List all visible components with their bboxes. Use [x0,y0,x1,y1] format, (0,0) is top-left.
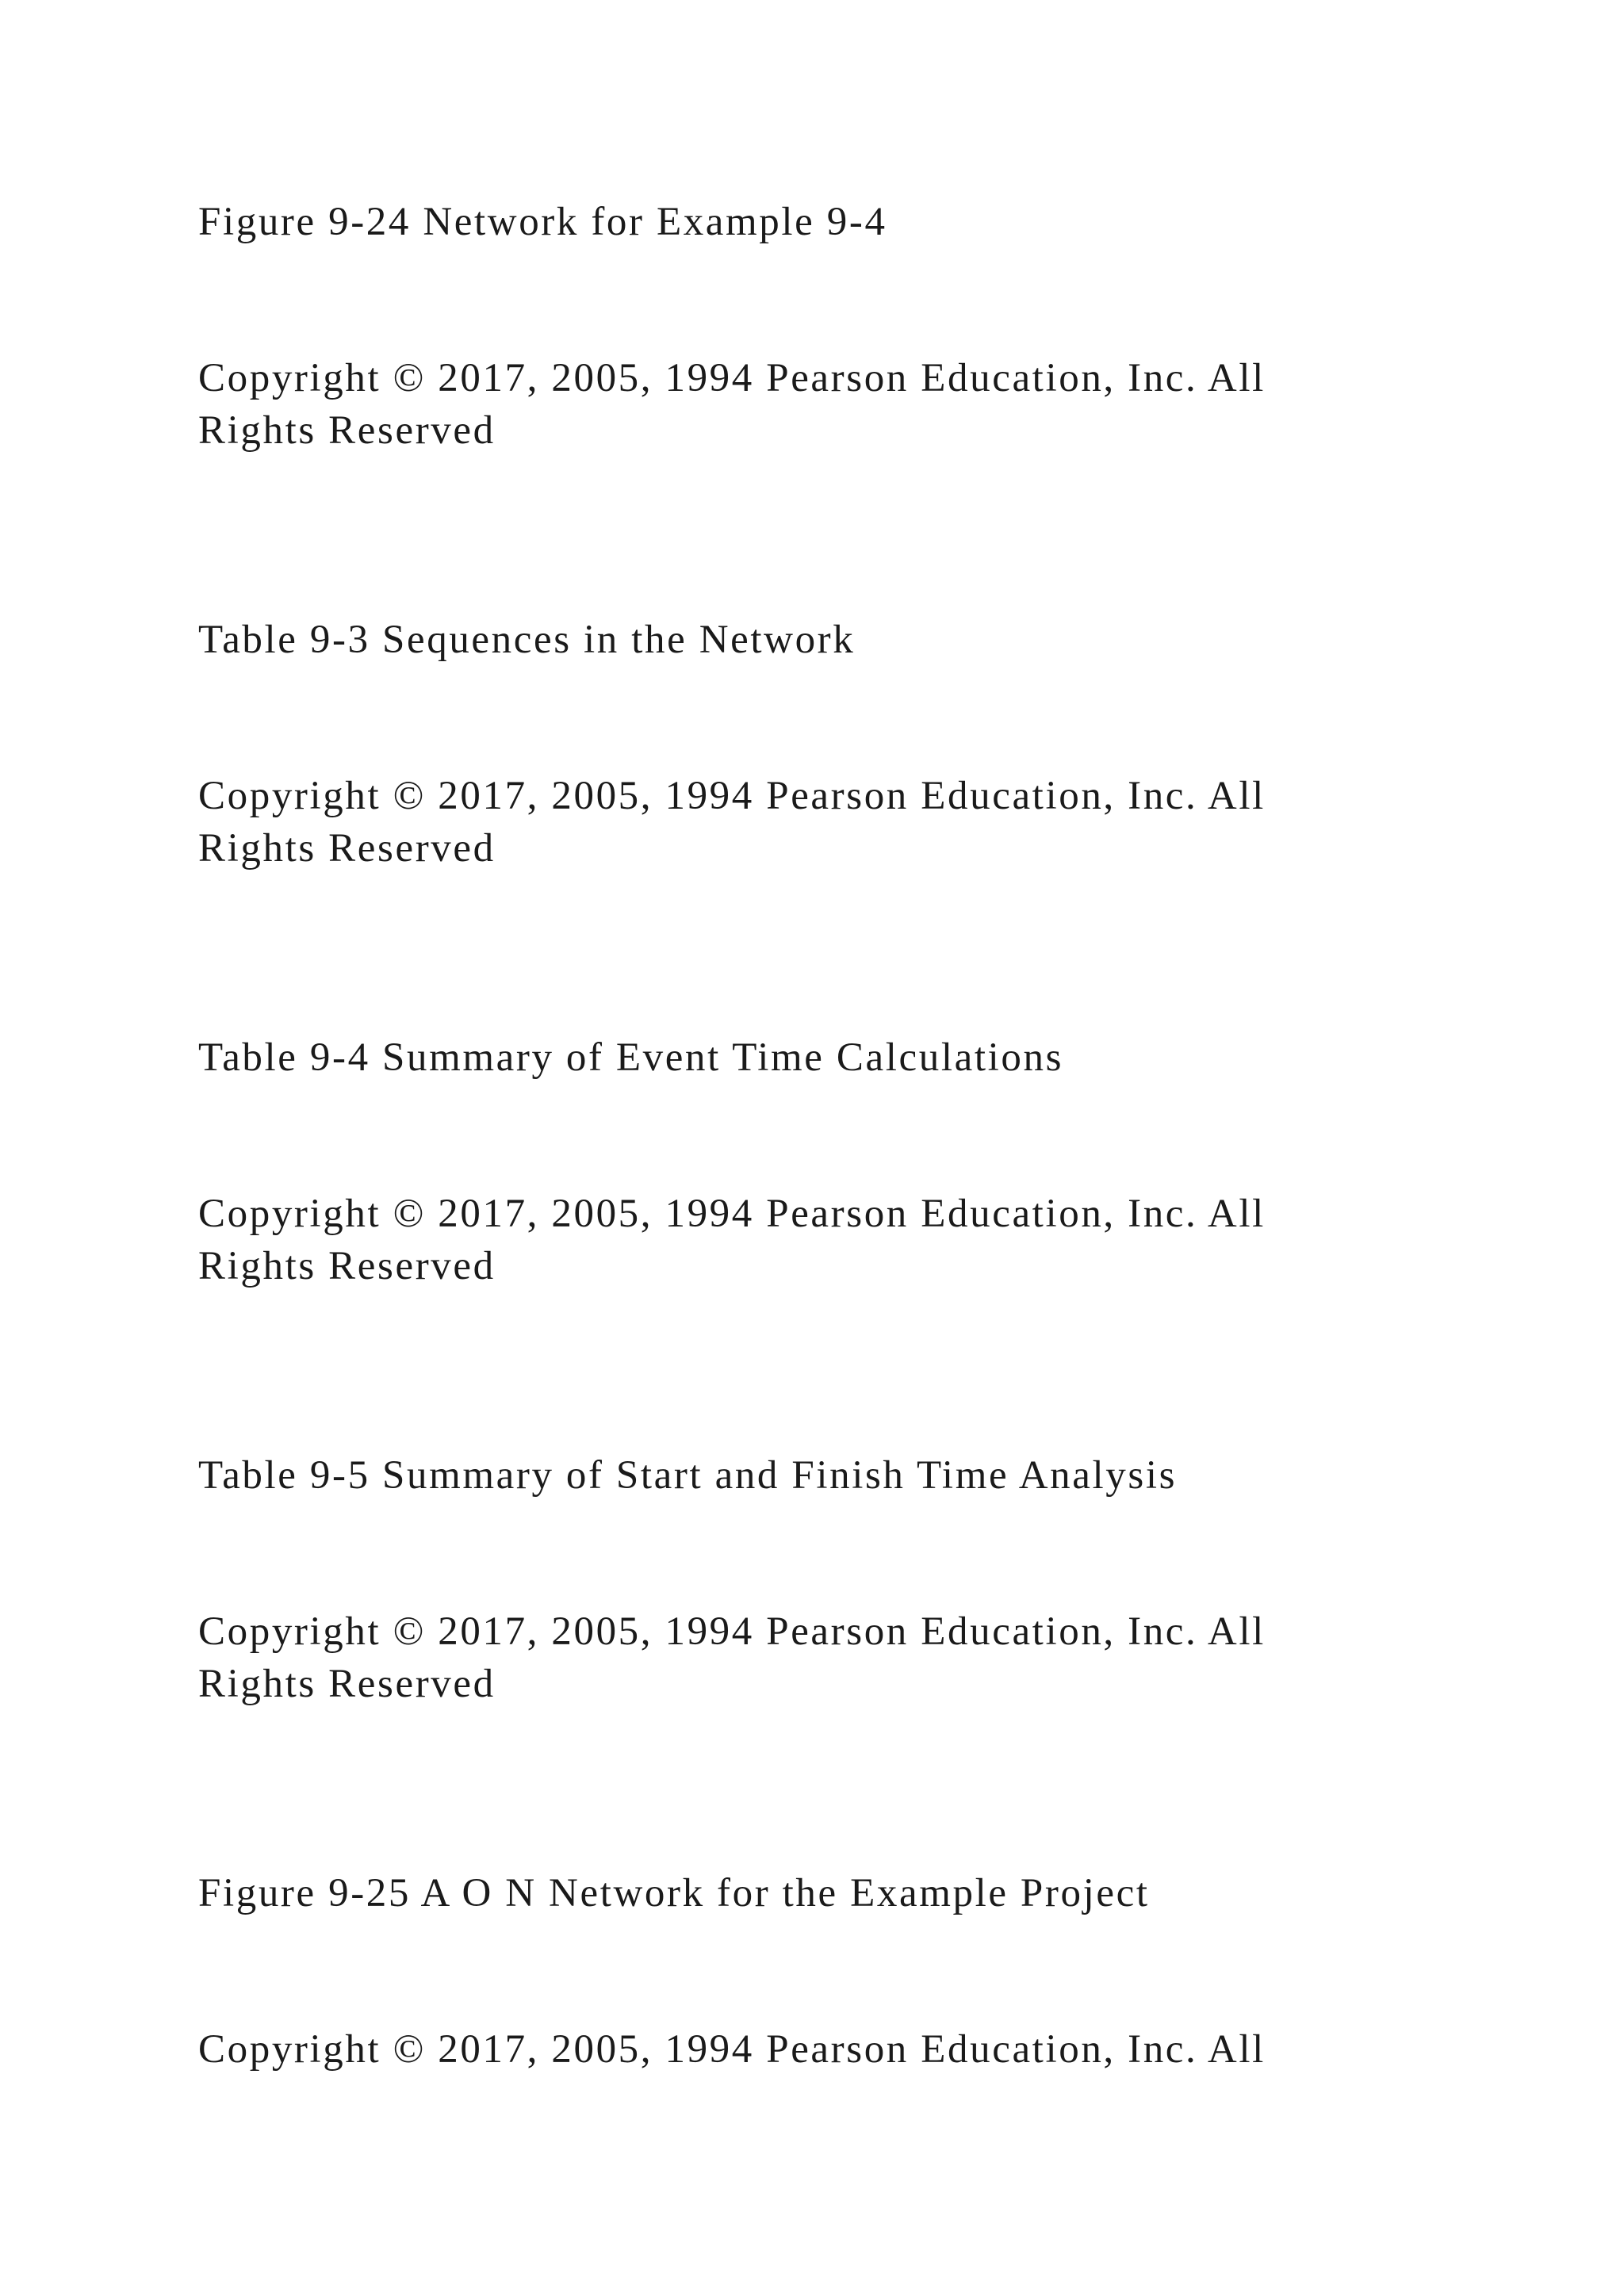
copyright-line-continued: Rights Reserved [198,826,496,871]
copyright-line: Copyright © 2017, 2005, 1994 Pearson Education, Inc. All [198,1192,1266,1236]
copyright-line-continued: Rights Reserved [198,1244,496,1288]
figure-caption-9-24: Figure 9-24 Network for Example 9-4 [198,200,887,244]
copyright-line-continued: Rights Reserved [198,408,496,453]
copyright-line: Copyright © 2017, 2005, 1994 Pearson Education, Inc. All [198,2027,1266,2072]
copyright-line: Copyright © 2017, 2005, 1994 Pearson Education, Inc. All [198,774,1266,818]
copyright-line-continued: Rights Reserved [198,1662,496,1706]
figure-caption-9-25: Figure 9-25 A O N Network for the Example Project [198,1871,1150,1915]
table-caption-9-4: Table 9-4 Summary of Event Time Calculations [198,1035,1064,1080]
copyright-line: Copyright © 2017, 2005, 1994 Pearson Education, Inc. All [198,356,1266,400]
table-caption-9-5: Table 9-5 Summary of Start and Finish Time Analysis [198,1453,1178,1498]
copyright-line: Copyright © 2017, 2005, 1994 Pearson Education, Inc. All [198,1609,1266,1654]
table-caption-9-3: Table 9-3 Sequences in the Network [198,618,856,662]
